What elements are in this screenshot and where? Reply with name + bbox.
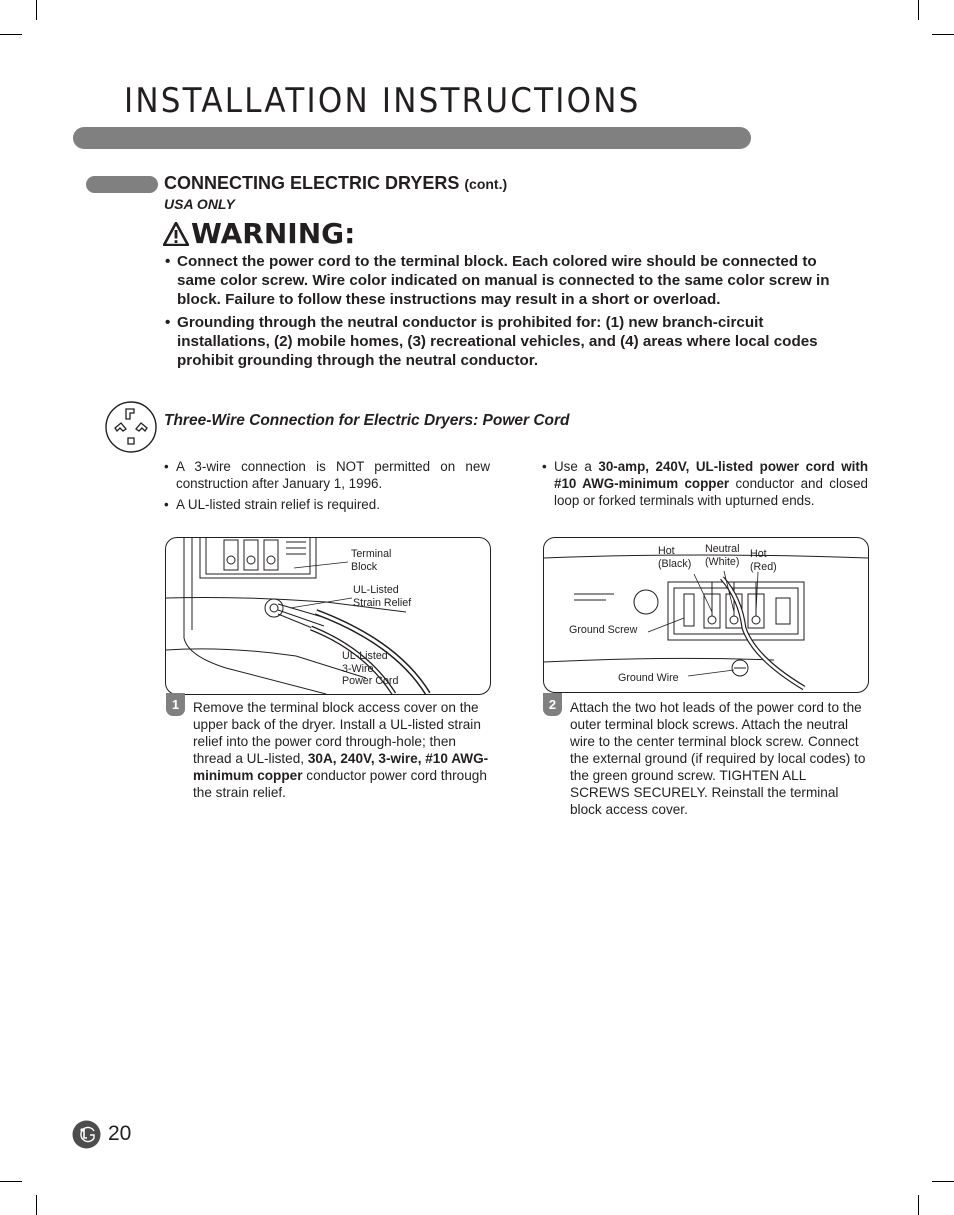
crop-mark [918, 0, 919, 20]
warning-heading-text: WARNING: [191, 217, 356, 250]
figure-strain-relief [165, 537, 491, 695]
page-number: 20 [108, 1122, 132, 1145]
crop-mark [918, 1195, 919, 1215]
title-bar [73, 127, 751, 149]
section-title-cont: (cont.) [464, 176, 508, 192]
warning-heading [163, 217, 355, 250]
left-bullet-text: A UL-listed strain relief is required. [176, 497, 380, 512]
step-2-badge: 2 [543, 693, 562, 716]
step-1-text [193, 699, 489, 801]
crop-mark [932, 34, 954, 35]
label-terminal-block: Terminal Block [351, 548, 392, 573]
lg-logo-icon [72, 1120, 101, 1149]
warning-bullet [165, 252, 855, 309]
label-strain-relief: UL-Listed Strain Relief [353, 584, 412, 609]
subsection-title: Three-Wire Connection for Electric Dryers: Power Cord [164, 412, 570, 429]
right-bullet [542, 458, 868, 509]
left-bullet-text: A 3-wire connection is NOT permitted on new construction after January 1, 1996. [176, 459, 490, 491]
section-title [164, 173, 507, 194]
label-hot-red: Hot (Red) [750, 548, 777, 573]
figure-wire-connections [543, 537, 869, 693]
bullet-dot: • [164, 459, 169, 474]
step-1-text-bold: 30A, 240V, 3-wire, #10 AWG-minimum copper [193, 751, 489, 783]
right-bullet-text-a: Use a [554, 459, 599, 474]
label-power-cord: UL-Listed 3-Wire Power Cord [342, 650, 399, 687]
right-bullet-text-b: conductor and closed loop or forked terminals with upturned ends. [554, 476, 868, 508]
label-ground-wire: Ground Wire [618, 672, 679, 684]
crop-mark [36, 1195, 37, 1215]
step-1-badge: 1 [166, 693, 185, 716]
step-2-text: Attach the two hot leads of the power cord to the outer terminal block screws. Attach the neutral wire to the center terminal block screw. Connect the external ground (if required by local codes) to the green ground screw. TIGHTEN ALL SCREWS SECURELY. Reinstall the terminal block access cover. [570, 700, 866, 817]
page-title: INSTALLATION INSTRUCTIONS [124, 82, 641, 121]
warning-bullet [165, 313, 855, 370]
bullet-dot: • [542, 459, 547, 474]
bullet-dot: • [165, 314, 171, 331]
step-1-text-a: Remove the terminal block access cover on the upper back of the dryer. Install a UL-listed strain relief into the power cord through-hole; then thread a UL-listed, [193, 700, 481, 766]
bullet-dot: • [164, 497, 169, 512]
crop-mark [36, 0, 37, 20]
crop-mark [0, 1181, 22, 1182]
left-bullet [164, 496, 490, 513]
warning-bullet-text: Grounding through the neutral conductor is prohibited for: (1) new branch-circuit installations, (2) mobile homes, (3) recreational vehicles, and (4) areas where local codes prohibit grounding through the neutral conductor. [177, 314, 818, 369]
crop-mark [932, 1181, 954, 1182]
right-bullet-text-bold: 30-amp, 240V, UL-listed power cord with #10 AWG-minimum copper [554, 459, 869, 491]
warning-bullet-text: Connect the power cord to the terminal block. Each colored wire should be connected to same color screw. Wire color indicated on manual is connected to the same color screw in block. Failure to follow these instructions may result in a short or overload. [177, 253, 830, 308]
warning-triangle-icon [163, 222, 189, 246]
section-title-text: CONNECTING ELECTRIC DRYERS [164, 173, 460, 193]
left-bullet [164, 458, 490, 492]
crop-mark [0, 34, 22, 35]
bullet-dot: • [165, 253, 171, 270]
label-neutral-white: Neutral (White) [705, 543, 740, 568]
region-note: USA ONLY [164, 196, 235, 212]
right-bullet-text [554, 458, 868, 509]
step-1-text-b: conductor power cord through the strain relief. [193, 768, 487, 800]
label-ground-screw: Ground Screw [569, 624, 638, 636]
dryer-back-illustration [166, 538, 490, 694]
three-prong-outlet-icon [104, 400, 158, 454]
section-pill [86, 176, 158, 193]
label-hot-black: Hot (Black) [658, 545, 692, 570]
